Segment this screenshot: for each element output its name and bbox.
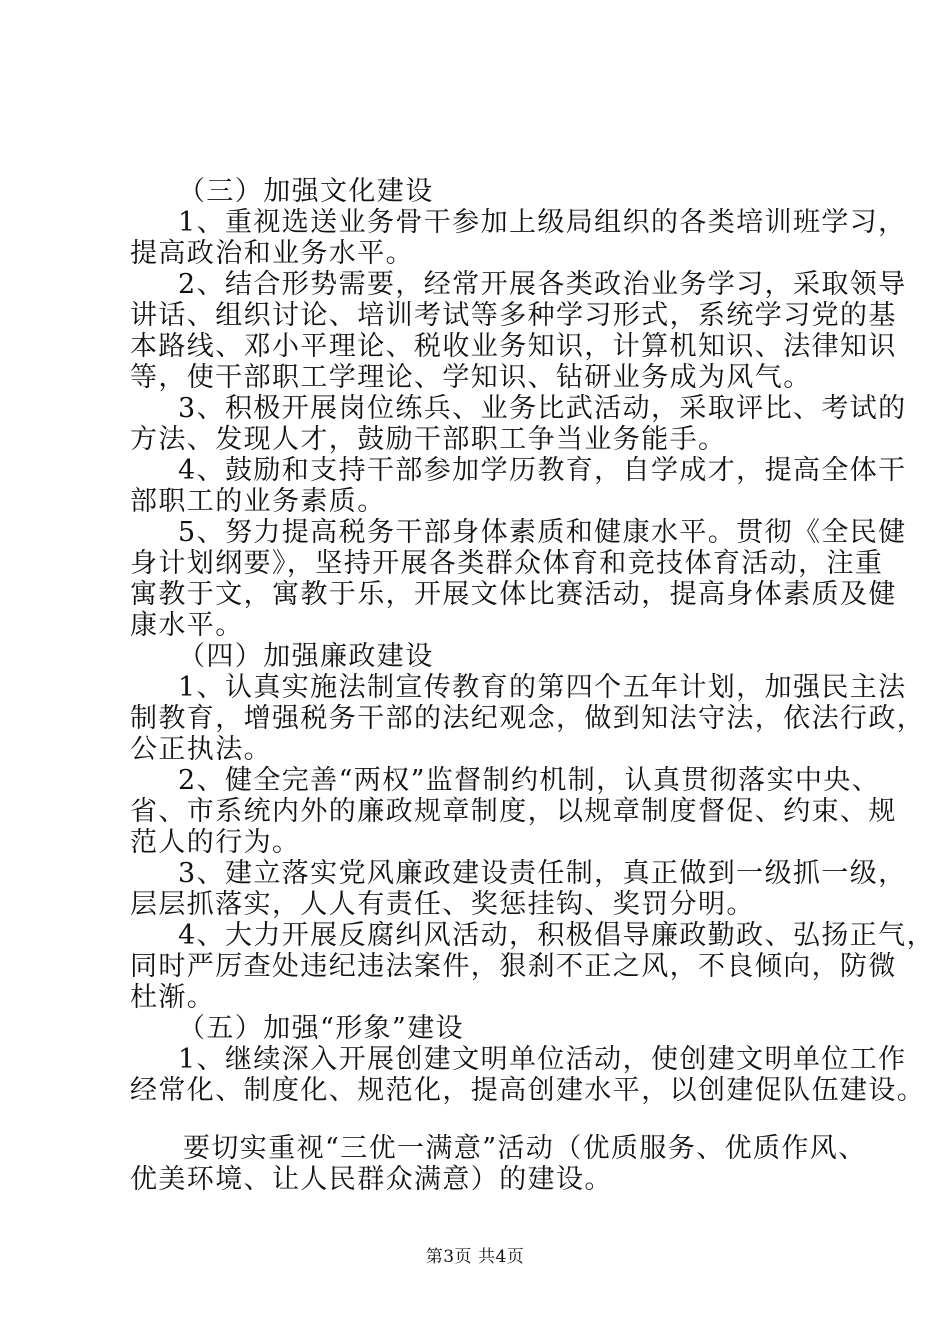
paragraph-line: 1、重视选送业务骨干参加上级局组织的各类培训班学习， <box>178 207 907 238</box>
paragraph-line: 同时严厉查处违纪违法案件，狠刹不正之风，不良倾向，防微 <box>130 951 897 982</box>
paragraph-line: 等，使干部职工学理论、学知识、钻研业务成为风气。 <box>130 362 812 393</box>
paragraph-line: 2、健全完善“两权”监督制约机制，认真贯彻落实中央、 <box>178 765 881 796</box>
paragraph-line: 1、继续深入开展创建文明单位活动，使创建文明单位工作 <box>178 1044 907 1075</box>
paragraph-line: 制教育，增强税务干部的法纪观念，做到知法守法，依法行政， <box>130 703 926 734</box>
paragraph-line: 身计划纲要》，坚持开展各类群众体育和竞技体育活动，注重 <box>130 548 884 579</box>
paragraph-line: 4、大力开展反腐纠风活动，积极倡导廉政勤政、弘扬正气， <box>178 920 935 951</box>
paragraph-line: 经常化、制度化、规范化，提高创建水平，以创建促队伍建设。 <box>130 1075 926 1106</box>
paragraph-line: 2、结合形势需要，经常开展各类政治业务学习，采取领导 <box>178 269 907 300</box>
page-number-footer: 第3页 共4页 <box>425 1247 525 1267</box>
paragraph-line: 本路线、邓小平理论、税收业务知识，计算机知识、法律知识 <box>130 331 897 362</box>
paragraph-line: 部职工的业务素质。 <box>130 486 386 517</box>
paragraph-line: 3、建立落实党风廉政建设责任制，真正做到一级抓一级， <box>178 858 907 889</box>
paragraph-line: 3、积极开展岗位练兵、业务比武活动，采取评比、考试的 <box>178 393 907 424</box>
paragraph-line: 范人的行为。 <box>130 827 301 858</box>
paragraph-line: 提高政治和业务水平。 <box>130 238 414 269</box>
paragraph-line: 4、鼓励和支持干部参加学历教育，自学成才，提高全体干 <box>178 455 907 486</box>
section-heading-integrity: （四）加强廉政建设 <box>178 641 434 672</box>
paragraph-line: 省、市系统内外的廉政规章制度，以规章制度督促、约束、规 <box>130 796 897 827</box>
paragraph-line: 公正执法。 <box>130 734 272 765</box>
paragraph-line: 方法、发现人才，鼓励干部职工争当业务能手。 <box>130 424 727 455</box>
paragraph-line: 优美环境、让人民群众满意）的建设。 <box>130 1164 613 1195</box>
paragraph-line: 5、努力提高税务干部身体素质和健康水平。贯彻《全民健 <box>178 517 907 548</box>
paragraph-line: 寓教于文，寓教于乐，开展文体比赛活动，提高身体素质及健 <box>130 579 897 610</box>
paragraph-line: 康水平。 <box>130 610 244 641</box>
paragraph-line: 1、认真实施法制宣传教育的第四个五年计划，加强民主法 <box>178 672 907 703</box>
section-heading-image: （五）加强“形象”建设 <box>178 1013 465 1044</box>
paragraph-line: 讲话、组织讨论、培训考试等多种学习形式，系统学习党的基 <box>130 300 897 331</box>
paragraph-line: 层层抓落实，人人有责任、奖惩挂钩、奖罚分明。 <box>130 889 755 920</box>
paragraph-line: 要切实重视“三优一满意”活动（优质服务、优质作风、 <box>183 1133 867 1164</box>
paragraph-line: 杜渐。 <box>130 982 216 1013</box>
section-heading-culture: （三）加强文化建设 <box>178 176 434 207</box>
